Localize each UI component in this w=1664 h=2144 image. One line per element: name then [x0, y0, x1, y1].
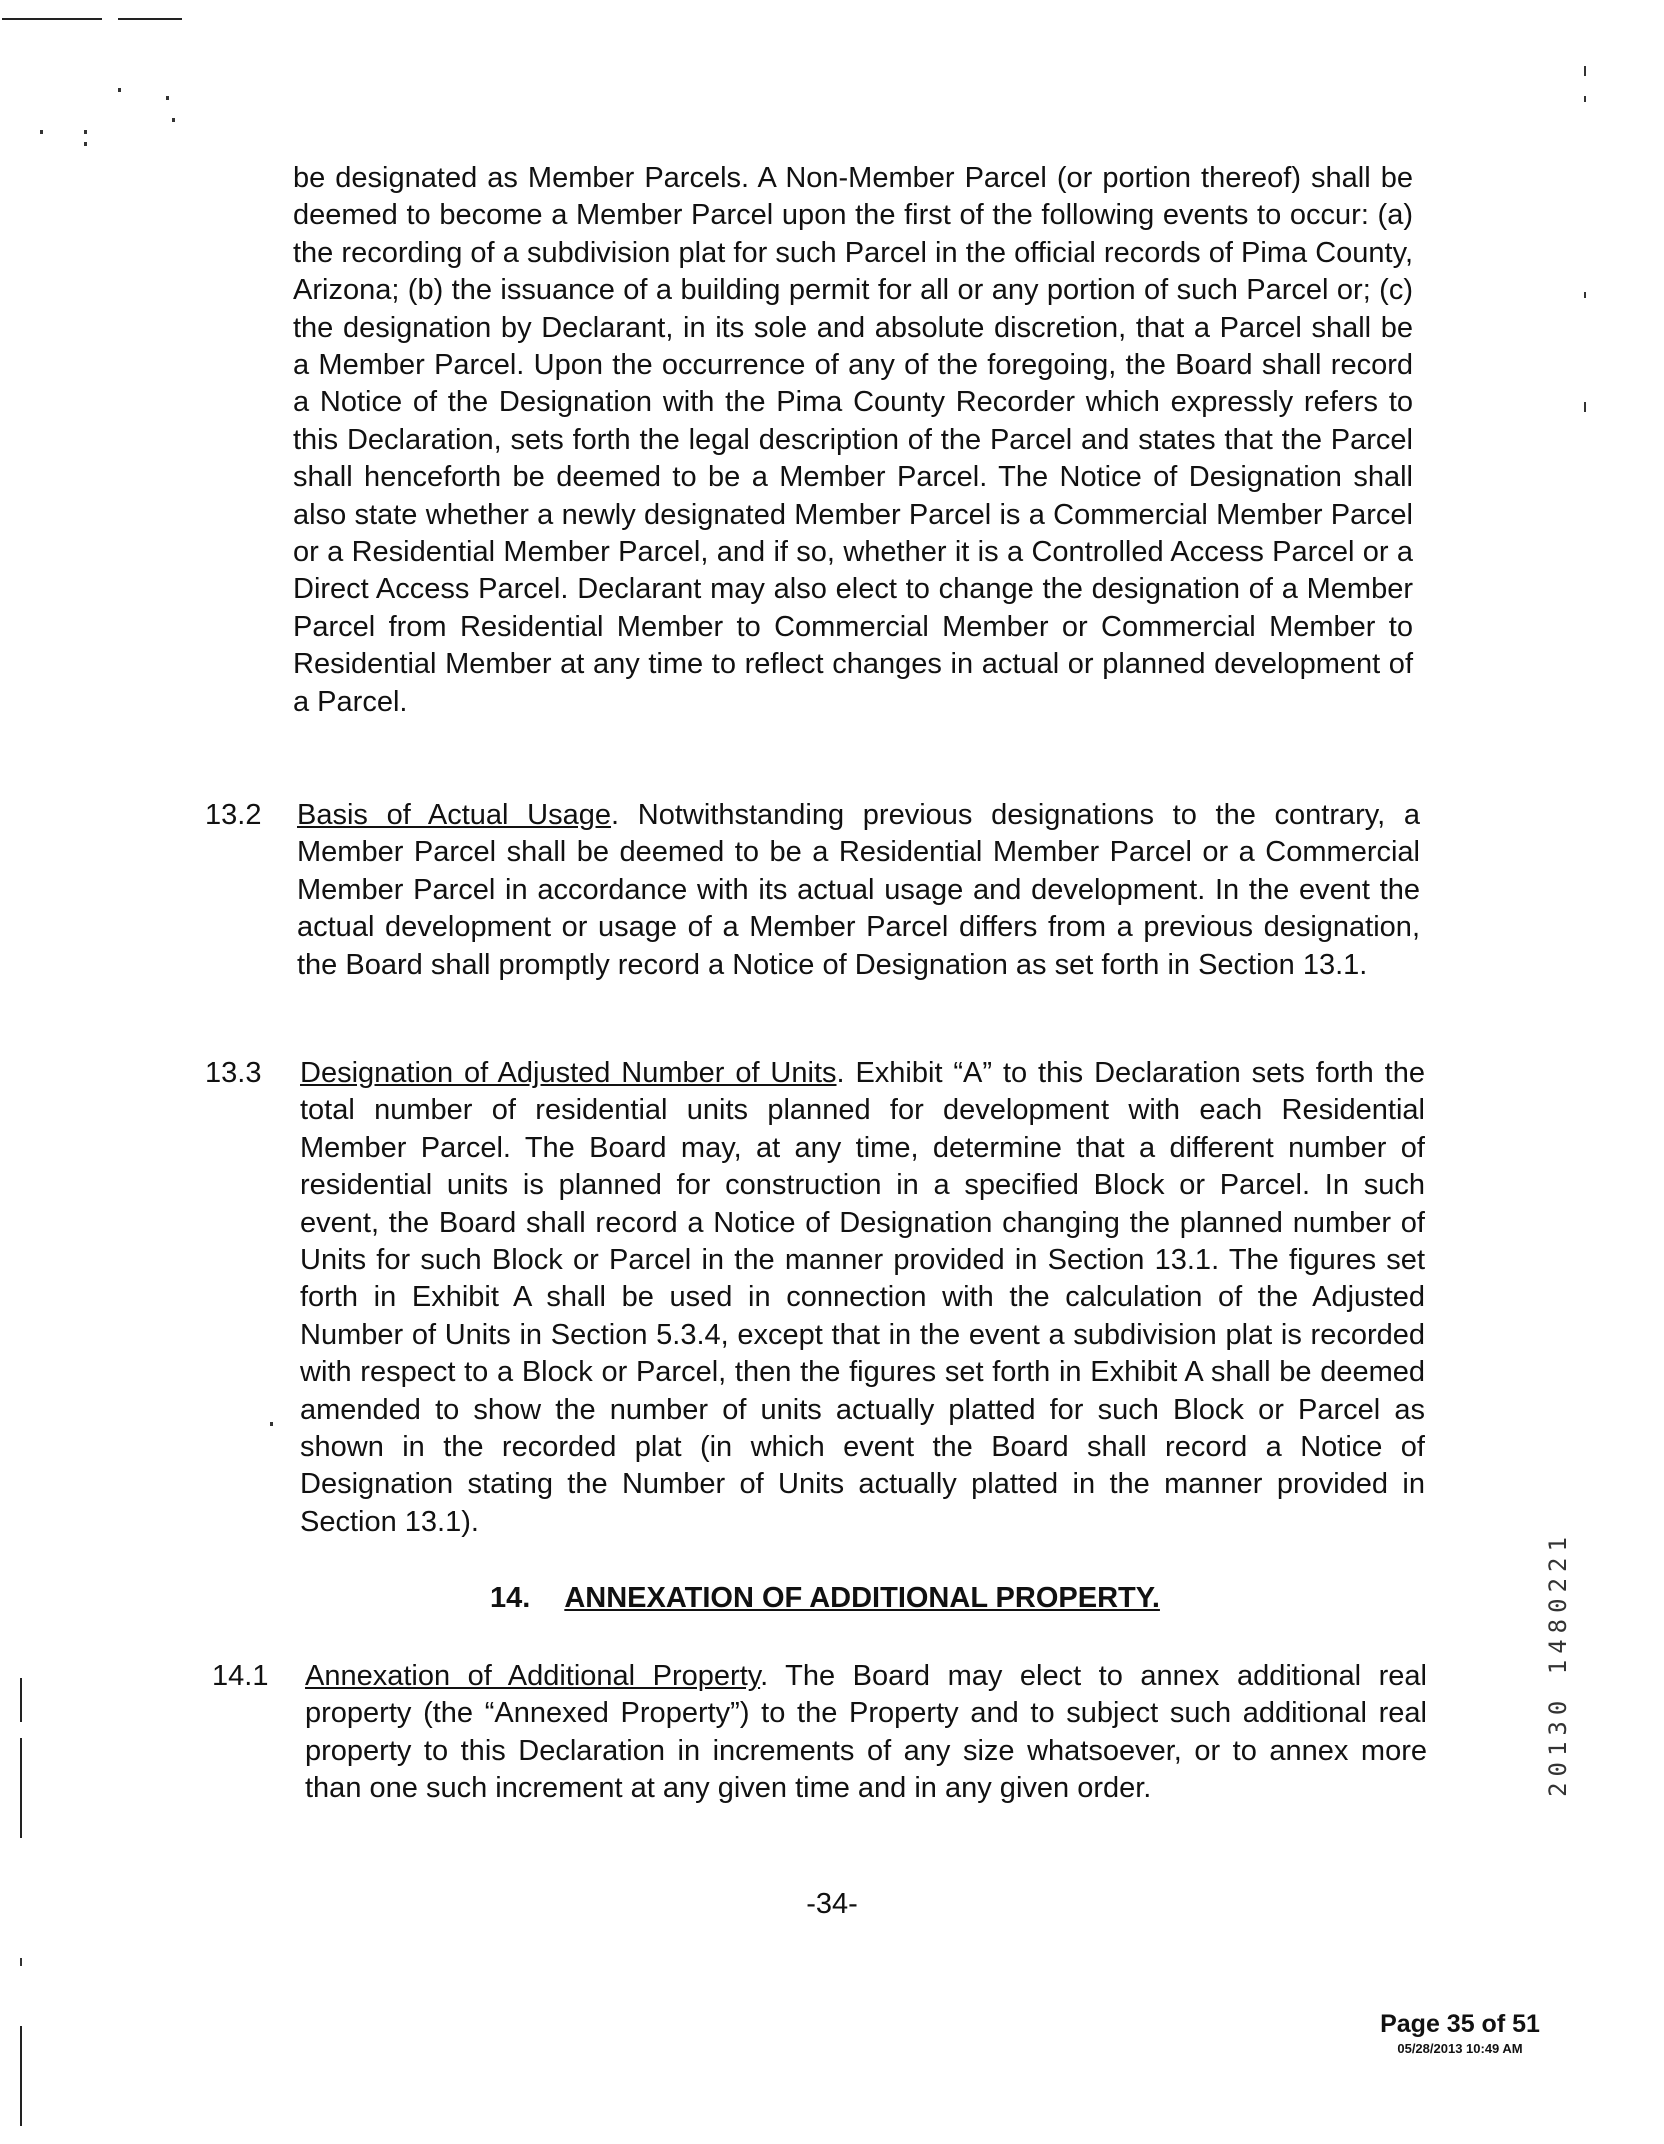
article-title: ANNEXATION OF ADDITIONAL PROPERTY.: [564, 1582, 1160, 1614]
intro-paragraph: be designated as Member Parcels. A Non-Member Parcel (or portion thereof) shall be deemed to become a Member Parcel upon the first of the following events to occur: (a) the recording of a subdivision plat for such Parcel in the official records of Pima County, Arizona; (b) the issuance of a building permit for all or any portion of such Parcel or; (c) the designation by Declarant, in its sole and absolute discretion, that a Parcel shall be a Member Parcel. Upon the occurrence of any of the foregoing, the Board shall record a Notice of the Designation with the Pima County Recorder which expressly refers to this Declaration, sets forth the legal description of the Parcel and states that the Parcel shall henceforth be deemed to be a Member Parcel. The Notice of Designation shall also state whether a newly designated Member Parcel is a Commercial Member Parcel or a Residential Member Parcel, and if so, whether it is a Controlled Access Parcel or a Direct Access Parcel. Declarant may also elect to change the designation of a Member Parcel from Residential Member to Commercial Member or Commercial Member to Residential Member at any time to reflect changes in actual or planned development of a Parcel.: [293, 162, 1413, 718]
scan-speck: [84, 130, 87, 134]
page-footer: [1340, 2010, 1580, 2056]
scan-speck: [118, 88, 121, 92]
left-margin-line: [20, 2026, 22, 2126]
section-heading: Annexation of Additional Property: [305, 1660, 761, 1692]
left-margin-line: [20, 1678, 22, 1722]
section-heading: Designation of Adjusted Number of Units: [300, 1057, 837, 1089]
section-text: . Notwithstanding previous designations to the contrary, a Member Parcel shall be deemed to be a Residential Member Parcel or a Commercial Member Parcel in accordance with its actual usage and development. In the event the actual development or usage of a Member Parcel differs from a previous designation, the Board shall promptly record a Notice of Designation as set forth in Section 13.1.: [297, 799, 1421, 981]
section-number: 13.3: [205, 1057, 262, 1089]
page-number: -34-: [806, 1888, 858, 1920]
section-heading: Basis of Actual Usage: [297, 799, 612, 831]
recording-stamp: [1543, 1505, 1573, 1825]
scan-speck: [1584, 292, 1586, 298]
article-heading: [490, 1582, 1160, 1615]
section-13-2: [205, 797, 1420, 1027]
timestamp: 05/28/2013 10:49 AM: [1397, 2041, 1523, 2056]
section-number: 13.2: [205, 799, 262, 831]
scan-speck: [40, 130, 43, 134]
section-number: 14.1: [212, 1660, 269, 1692]
scan-speck: [166, 96, 169, 100]
top-left-rule-2: [118, 18, 182, 20]
left-margin-line: [20, 1738, 22, 1838]
section-body: [297, 797, 1420, 984]
article-number: 14.: [490, 1582, 531, 1614]
scan-speck: [1584, 66, 1586, 76]
section-body: [300, 1055, 1425, 1541]
scan-speck: [1584, 96, 1586, 102]
section-13-3: [205, 1055, 1425, 1555]
section-text: . The Board may elect to annex additional real property (the “Annexed Property”) to the Property and to subject such additional real property to this Declaration in increments of any size whatsoever, or to annex more than one such increment at any given time and in any given order.: [305, 1660, 1427, 1805]
section-body: [305, 1658, 1427, 1808]
page-count-label: Page 35 of 51: [1380, 2010, 1540, 2038]
scan-speck: [172, 118, 175, 122]
scan-speck: [1584, 402, 1586, 412]
recording-stamp-text: 20130 1480221: [1544, 1531, 1572, 1797]
top-left-rule: [2, 18, 102, 20]
scan-speck: [84, 142, 87, 146]
section-text: . Exhibit “A” to this Declaration sets forth the total number of residential units planned for development with each Residential Member Parcel. The Board may, at any time, determine that a different number of residential units is planned for construction in a specified Block or Parcel. In such event, the Board shall record a Notice of Designation changing the planned number of Units for such Block or Parcel in the manner provided in Section 13.1. The figures set forth in Exhibit A shall be used in connection with the calculation of the Adjusted Number of Units in Section 5.3.4, except that in the event a subdivision plat is recorded with respect to a Block or Parcel, then the figures set forth in Exhibit A shall be deemed amended to show the number of units actually platted for such Block or Parcel as shown in the recorded plat (in which event the Board shall record a Notice of Designation stating the Number of Units actually platted in the manner provided in Section 13.1).: [300, 1057, 1425, 1538]
scan-speck: [20, 1958, 22, 1966]
section-14-1: [212, 1658, 1427, 1818]
